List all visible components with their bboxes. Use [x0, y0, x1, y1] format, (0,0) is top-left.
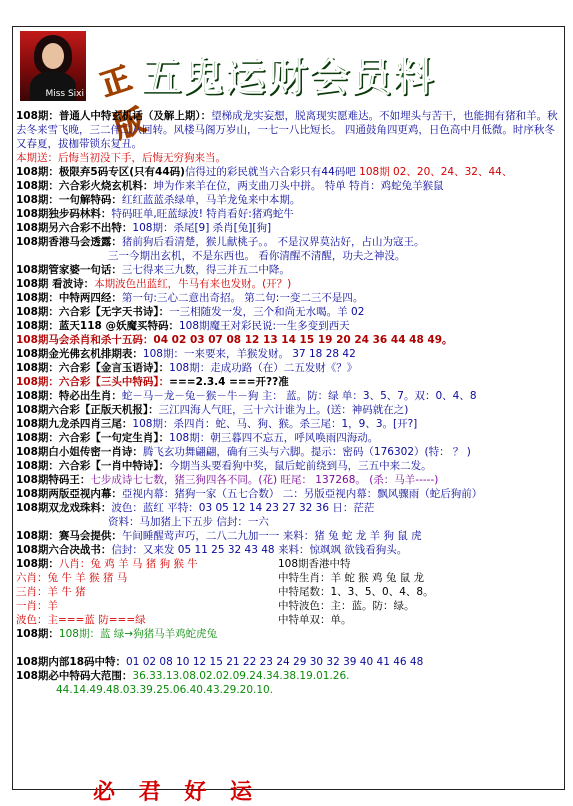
- line-19: 108期六合彩【正版天机报】：三江四海人气旺，三十六计谁为上。(送：神码就在之): [16, 404, 409, 416]
- line-8: 三一今期出玄机，不是东西也。 看你清醒不清醒，功夫之神没。: [108, 250, 406, 262]
- left-line-2: 三肖：羊 牛 猪: [16, 586, 86, 598]
- bottom-line-1: 108期必中特码大范围：36.33.13.08.02.02.09.24.34.38.19.01.26.: [16, 670, 350, 682]
- line-15: 108期金光佛玄机排期表：108期：一来要来，羊猴发财。 37 18 28 42: [16, 348, 356, 360]
- right-row-1: 中特尾数：1、3、5、0、4、8。: [278, 586, 434, 598]
- line-27: 资料：马加猪上下五步 信封：一六: [108, 516, 269, 528]
- line-22: 108期白小姐传密一肖诗：腾飞玄功舞翩翩，确有三头与六脚。提示：密码（176302）(特： ？ ): [16, 446, 471, 458]
- line-4: 108期：一句解特码：红红蓝蓝杀绿单，马羊龙兔来中本期。: [16, 194, 301, 206]
- line-26: 108期双龙戏珠料：波色：蓝红 平特：03 05 12 14 23 27 32 36 日：茫茫: [16, 502, 375, 514]
- line-12: 108期：六合彩【无字天书诗】：一三相随发一发，三个和尚无水喝。羊 02: [16, 306, 365, 318]
- line-18: 108期：特必出生肖：蛇－马－龙－兔－猴－牛－狗 主： 蓝。防：绿 单：3、5、7。双：0、4、8: [16, 390, 477, 402]
- line-21: 108期：六合彩【一句定生肖】：108期：朝三暮四不忘五，呼风唤雨四海动。: [16, 432, 379, 444]
- line-24: 108期特码王：七步成诗七七数，猪三狗四各不同。(花) 旺尾： 137268。 (杀：马羊-----): [16, 474, 439, 486]
- line-5: 108期独步码林料：特码旺单,旺蓝绿波! 特肖看好:猪鸡蛇牛: [16, 208, 294, 220]
- line-2: 108期：极限弃5码专区(只有44码)信得过的彩民就当六合彩只有44码吧 108期 02、20、24、32、44、: [16, 166, 513, 178]
- line-20: 108期九龙杀四肖三尾：108期：杀四肖：蛇、马、狗、猴。杀三尾：1，9、3。[开?]: [16, 418, 418, 430]
- left-line-3: 一肖：羊: [16, 600, 58, 612]
- line-13: 108期：蓝天118 @妖魔买特码：108期魔王对彩民说:一生多变到西天: [16, 320, 350, 332]
- left-line-4: 波色：主===蓝 防===绿: [16, 614, 146, 626]
- right-row-2: 中特波色：主：蓝。防：绿。: [278, 600, 415, 612]
- line-6: 108期另六合彩不出特：108期：杀尾[9] 杀肖[兔][狗]: [16, 222, 272, 234]
- line-23: 108期：六合彩【一肖中特诗】：今期当头要看狗中奖，鼠后蛇前绕到马，三五中来二发。: [16, 460, 432, 472]
- line-9: 108期管家婆一句话：三七得来三九数，得三并五二中降。: [16, 264, 290, 276]
- line-3: 108期：六合彩火烧玄机料：坤为作来羊在位，两支曲刀头中拼。 特单 特肖：鸡蛇兔羊猴鼠: [16, 180, 444, 192]
- line-28: 108期：赛马会提供：午间睡醒莺声巧，二八二九加一一 来料：猪 兔 蛇 龙 羊 狗 鼠 虎: [16, 530, 422, 542]
- right-row-0: 中特生肖：羊 蛇 猴 鸡 兔 鼠 龙: [278, 572, 425, 584]
- member-sheet: [12, 26, 565, 805]
- content: [16, 109, 561, 697]
- right-row-3: 中特单双：单。: [278, 614, 352, 626]
- line-0: 108期：普通人中特玄机话（及解上期）：望梯成龙实妄想，脱离现实愿难达。不如埋头与苦干，也能拥有猪和羊。秋去冬来雪飞晚，三二伴二八回转。风楼马阁万岁山，一七一八比短长。 四通鼓角四更鸡，日色高中月低微。时序秋冬又春夏，拔枷带锁东复丑。: [16, 110, 558, 150]
- left-line-0: 108期：八肖：兔 鸡 羊 马 猪 狗 猴 牛: [16, 558, 198, 570]
- photo-tag: Miss Sixi: [45, 89, 84, 99]
- right-block: [278, 557, 434, 627]
- left-line-5: 108期：108期：蓝 绿→狗猪马羊鸡蛇虎兔: [16, 628, 218, 640]
- bottom-line-2: 44.14.49.48.03.39.25.06.40.43.29.20.10.: [56, 684, 274, 696]
- host-photo: [20, 31, 86, 101]
- line-29: 108期六合决战书：信封：又来发 05 11 25 32 43 48 来料：惊飒飒 欲钱看狗头。: [16, 544, 408, 556]
- line-11: 108期：中特两四经：第一句:三心二意出奇招。 第二句:一变二三不是四。: [16, 292, 364, 304]
- prediction-block: [16, 557, 561, 655]
- line-10: 108期 看波诗：本期波色出蓝红，牛马有来也发财。(开？): [16, 278, 292, 290]
- footer-banner: 必 君 好 运: [93, 780, 260, 805]
- page-title: 五鬼运财会员料: [141, 54, 435, 100]
- line-1: 本期送：后悔当初没下手，后悔无穷狗来当。: [16, 152, 226, 164]
- left-block: [16, 557, 276, 641]
- line-25: 108期两版亞视内幕：亞视内幕：猪狗一家（五七合数） 二：另版亞视内幕：飘风骤雨（蛇后狗前）: [16, 488, 483, 500]
- bottom-line-0: 108期内部18码中特：01 02 08 10 12 15 21 22 23 24 29 30 32 39 40 41 46 48: [16, 656, 424, 668]
- edition-badge: 正版: [96, 61, 150, 146]
- right-heading: 108期香港中特: [278, 558, 351, 570]
- line-16: 108期：六合彩【金言玉语诗】：108期：走成功路（在）二五发财《？》: [16, 362, 358, 374]
- line-17: 108期：六合彩【三头中特码】：===2.3.4 ===开??准: [16, 376, 289, 388]
- line-14: 108期马会杀肖和杀十五码：04 02 03 07 08 12 13 14 15 19 20 24 36 44 48 49。: [16, 334, 453, 346]
- line-7: 108期香港马会透露：猪前狗后看清楚，猴儿献桃子。。 不是汉界莫沾好，占山为寇王。: [16, 236, 425, 248]
- left-line-1: 六肖：兔 牛 羊 猴 猪 马: [16, 572, 128, 584]
